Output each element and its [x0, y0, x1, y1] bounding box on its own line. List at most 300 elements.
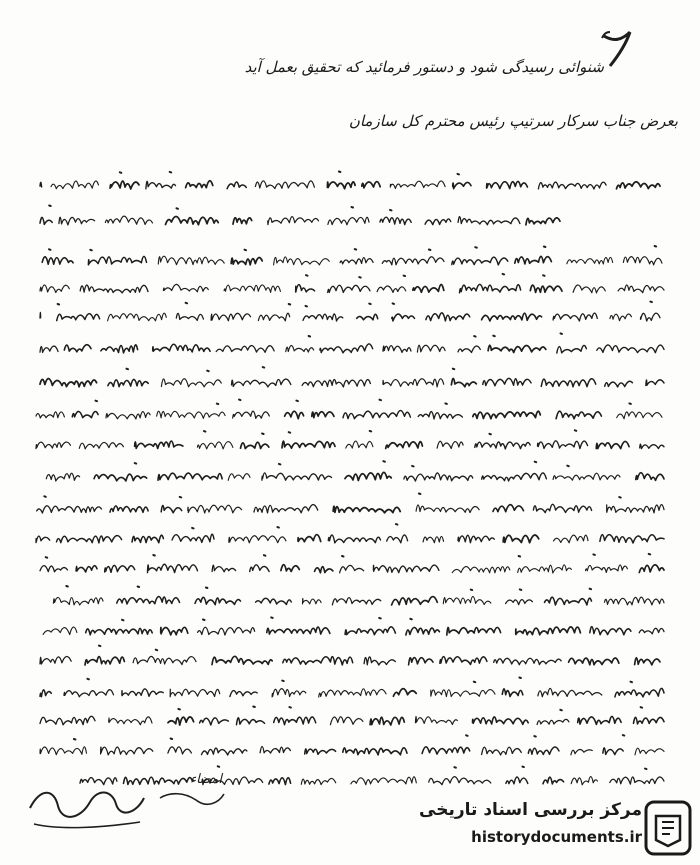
handwriting-stroke — [458, 217, 520, 225]
handwriting-stroke — [537, 719, 569, 724]
handwriting-stroke — [451, 378, 476, 386]
handwriting-dot — [58, 304, 60, 305]
handwriting-dot — [650, 302, 652, 303]
handwriting-stroke — [541, 379, 595, 387]
handwriting-dot — [380, 400, 382, 401]
handwriting-stroke — [80, 285, 148, 293]
handwriting-stroke — [64, 345, 91, 352]
handwriting-stroke — [569, 658, 619, 665]
handwriting-stroke — [176, 313, 203, 320]
handwriting-dot — [339, 172, 341, 173]
handwriting-stroke — [357, 314, 378, 320]
handwriting-dot — [289, 304, 291, 305]
handwriting-stroke — [161, 506, 182, 513]
handwriting-stroke — [440, 657, 487, 665]
handwriting-stroke — [393, 689, 416, 697]
handwriting-dot — [474, 336, 476, 337]
handwriting-dot — [289, 707, 291, 708]
handwriting-stroke — [557, 345, 587, 353]
handwriting-stroke — [303, 598, 322, 604]
handwriting-stroke — [406, 627, 440, 635]
handwriting-dot — [245, 250, 247, 251]
handwriting-stroke — [168, 717, 194, 725]
handwriting-stroke — [268, 217, 319, 225]
handwriting-stroke — [425, 219, 451, 225]
document-recipient: بعرض جناب سرکار سرتیپ رئیس محترم کل سازمان — [348, 112, 678, 130]
handwriting-dot — [203, 620, 205, 621]
handwriting-dot — [649, 554, 651, 555]
handwriting-stroke — [40, 716, 95, 725]
handwriting-stroke — [228, 474, 250, 481]
handwriting-stroke — [36, 442, 71, 449]
handwriting-stroke — [482, 473, 547, 481]
handwriting-stroke — [158, 256, 224, 264]
handwriting-stroke — [233, 411, 270, 418]
handwriting-dot — [180, 497, 182, 498]
handwriting-dot — [445, 403, 447, 404]
handwriting-dot — [264, 555, 266, 556]
handwriting-stroke — [200, 718, 229, 725]
handwriting-stroke — [610, 314, 632, 321]
document-heading: شنوائی رسیدگی شود و دستور فرمائید که تحقیق بعمل آید — [244, 58, 604, 76]
handwriting-stroke — [122, 689, 163, 696]
handwriting-dot — [306, 275, 308, 276]
handwriting-stroke — [603, 748, 623, 755]
handwriting-stroke — [212, 656, 272, 664]
watermark-org-name: مرکز بررسی اسناد تاریخی — [419, 800, 642, 820]
handwriting-stroke — [423, 536, 443, 542]
handwriting-stroke — [281, 565, 299, 572]
handwriting-stroke — [636, 473, 664, 481]
handwriting-dot — [522, 767, 524, 768]
handwriting-stroke — [332, 598, 380, 605]
handwriting-dot — [454, 767, 456, 768]
handwriting-stroke — [437, 441, 463, 448]
handwriting-stroke — [538, 688, 602, 696]
handwriting-stroke — [443, 596, 491, 604]
handwriting-stroke — [282, 441, 335, 448]
handwriting-stroke — [634, 717, 665, 724]
handwriting-stroke — [343, 748, 407, 755]
handwriting-dot — [561, 333, 563, 334]
handwriting-stroke — [135, 441, 183, 448]
handwriting-dot — [263, 367, 265, 368]
handwriting-stroke — [641, 313, 661, 321]
handwriting-stroke — [545, 597, 592, 605]
handwriting-stroke — [328, 285, 370, 292]
handwriting-stroke — [40, 747, 87, 755]
watermark-url: historydocuments.ir — [471, 828, 642, 846]
handwriting-stroke — [370, 717, 404, 725]
handwriting-stroke — [40, 312, 41, 318]
handwriting-stroke — [274, 257, 330, 265]
handwriting-stroke — [617, 412, 662, 419]
handwriting-stroke — [623, 257, 662, 265]
handwriting-dot — [535, 462, 537, 463]
handwriting-stroke — [494, 658, 561, 664]
handwriting-stroke — [533, 504, 591, 512]
handwriting-stroke — [516, 627, 581, 635]
handwriting-stroke — [610, 777, 664, 784]
handwriting-dot — [49, 206, 51, 207]
handwriting-dot — [471, 590, 473, 591]
handwriting-stroke — [345, 472, 391, 480]
handwriting-stroke — [285, 411, 304, 418]
handwriting-dot — [655, 246, 657, 247]
handwriting-stroke — [86, 628, 153, 634]
handwriting-dot — [458, 174, 460, 175]
handwriting-stroke — [109, 717, 152, 725]
handwriting-stroke — [429, 777, 491, 785]
handwriting-stroke — [105, 565, 135, 572]
handwriting-dot — [46, 557, 48, 558]
handwriting-stroke — [343, 410, 410, 418]
handwriting-stroke — [390, 181, 445, 188]
handwriting-dot — [619, 497, 621, 498]
handwriting-stroke — [42, 257, 73, 264]
handwriting-dot — [66, 586, 68, 587]
handwriting-dot — [306, 306, 308, 307]
handwriting-stroke — [556, 411, 601, 419]
handwriting-stroke — [40, 346, 58, 352]
handwriting-stroke — [340, 565, 364, 572]
handwriting-dot — [296, 401, 298, 402]
handwriting-dot — [171, 739, 173, 740]
handwriting-dot — [593, 554, 595, 555]
handwriting-dot — [206, 588, 208, 589]
handwriting-dot — [177, 208, 179, 209]
handwriting-dot — [475, 247, 477, 248]
handwriting-stroke — [302, 379, 370, 387]
handwriting-stroke — [298, 535, 321, 542]
handwriting-stroke — [528, 747, 559, 755]
handwriting-stroke — [590, 627, 631, 635]
handwriting-stroke — [188, 505, 242, 513]
handwriting-stroke — [415, 716, 457, 724]
handwriting-dot — [192, 528, 194, 529]
handwriting-dot — [279, 464, 281, 465]
handwriting-stroke — [417, 345, 445, 352]
handwriting-stroke — [195, 597, 241, 604]
handwriting-stroke — [431, 690, 495, 697]
handwriting-stroke — [493, 505, 524, 512]
handwriting-dot — [217, 404, 219, 405]
handwriting-stroke — [387, 535, 408, 543]
handwriting-stroke — [166, 216, 219, 224]
handwriting-stroke — [57, 314, 100, 321]
handwriting-stroke — [392, 597, 438, 605]
handwriting-dot — [207, 371, 209, 372]
handwriting-dot — [204, 431, 206, 432]
handwriting-stroke — [362, 182, 380, 188]
handwriting-stroke — [383, 379, 444, 387]
handwriting-stroke — [272, 689, 306, 697]
handwriting-dot — [629, 403, 631, 404]
handwriting-dot — [99, 646, 101, 647]
handwriting-stroke — [161, 379, 221, 387]
handwriting-stroke — [319, 689, 386, 697]
handwriting-stroke — [241, 442, 269, 448]
handwriting-stroke — [503, 535, 539, 543]
handwriting-stroke — [315, 567, 333, 573]
handwriting-stroke — [40, 690, 51, 697]
handwriting-dot — [90, 250, 92, 251]
handwriting-stroke — [157, 411, 226, 418]
handwriting-dot — [645, 769, 647, 770]
handwriting-stroke — [506, 777, 528, 784]
handwriting-dot — [74, 739, 76, 740]
handwriting-stroke — [269, 778, 291, 785]
handwriting-stroke — [101, 747, 153, 755]
handwriting-stroke — [132, 535, 163, 542]
handwriting-stroke — [158, 473, 222, 480]
handwriting-stroke — [447, 627, 501, 635]
handwriting-dot — [429, 250, 431, 251]
handwriting-dot — [390, 210, 392, 211]
signature-text: امضاء — [190, 772, 222, 787]
handwriting-stroke — [40, 566, 67, 572]
handwriting-stroke — [382, 257, 444, 265]
handwriting-stroke — [635, 748, 664, 755]
handwriting-stroke — [600, 535, 664, 543]
handwriting-dot — [178, 709, 180, 710]
handwriting-dot — [122, 620, 124, 621]
handwriting-stroke — [108, 379, 148, 386]
handwriting-stroke — [53, 597, 103, 605]
handwriting-stroke — [101, 345, 138, 353]
handwriting-dot — [239, 400, 241, 401]
handwriting-stroke — [351, 777, 416, 785]
handwriting-stroke — [146, 181, 176, 188]
handwriting-stroke — [458, 346, 480, 352]
handwriting-stroke — [515, 256, 552, 264]
handwriting-dot — [253, 707, 255, 708]
handwriting-stroke — [76, 566, 97, 572]
handwriting-dot — [466, 735, 468, 736]
handwriting-stroke — [186, 181, 213, 188]
handwriting-dot — [404, 276, 406, 277]
handwriting-dot — [87, 679, 89, 680]
handwriting-dot — [379, 618, 381, 619]
handwriting-stroke — [267, 627, 330, 634]
handwriting-stroke — [340, 258, 373, 264]
handwriting-dot — [352, 207, 354, 208]
handwriting-dot — [342, 556, 344, 557]
handwriting-dot — [544, 247, 546, 248]
handwriting-stroke — [553, 473, 620, 480]
handwriting-stroke — [312, 412, 334, 418]
handwriting-stroke — [383, 346, 411, 353]
handwriting-dot — [135, 463, 137, 464]
handwriting-dot — [49, 249, 51, 250]
handwriting-stroke — [567, 257, 613, 264]
handwriting-dot — [218, 766, 220, 767]
handwriting-stroke — [163, 284, 208, 291]
handwriting-stroke — [88, 256, 146, 264]
handwriting-stroke — [409, 658, 433, 665]
handwriting-stroke — [578, 716, 621, 724]
handwriting-dot — [262, 434, 264, 435]
handwriting-stroke — [305, 749, 336, 755]
handwriting-stroke — [377, 286, 406, 292]
handwriting-stroke — [79, 442, 123, 448]
handwriting-dot — [359, 277, 361, 278]
handwriting-stroke — [229, 536, 286, 543]
handwriting-stroke — [262, 473, 332, 480]
handwriting-stroke — [110, 181, 139, 189]
handwriting-stroke — [110, 506, 148, 512]
handwriting-dot — [120, 172, 122, 173]
handwriting-dot — [534, 736, 536, 737]
handwriting-stroke — [538, 441, 588, 449]
handwriting-stroke — [482, 747, 522, 755]
handwriting-stroke — [211, 313, 250, 320]
handwriting-dot — [277, 527, 279, 528]
handwriting-stroke — [40, 656, 71, 664]
handwriting-dot — [575, 430, 577, 431]
handwriting-stroke — [256, 598, 292, 604]
handwriting-stroke — [233, 218, 252, 224]
handwriting-stroke — [40, 217, 52, 224]
handwriting-stroke — [639, 565, 664, 573]
handwriting-dot — [419, 494, 421, 495]
handwriting-stroke — [46, 473, 79, 481]
handwriting-dot — [520, 589, 522, 590]
handwriting-stroke — [172, 534, 214, 542]
handwriting-stroke — [538, 182, 606, 189]
handwriting-dot — [355, 249, 357, 250]
handwriting-stroke — [487, 181, 528, 188]
handwriting-stroke — [452, 567, 510, 573]
handwriting-stroke — [232, 379, 291, 387]
handwriting-stroke — [646, 380, 664, 386]
handwriting-stroke — [413, 284, 444, 292]
handwriting-dot — [489, 434, 491, 435]
handwriting-dot — [370, 431, 372, 432]
handwriting-stroke — [148, 564, 198, 572]
handwriting-stroke — [422, 747, 470, 754]
handwriting-stroke — [333, 506, 400, 513]
handwriting-stroke — [231, 258, 262, 265]
handwriting-stroke — [296, 285, 315, 292]
handwriting-stroke — [426, 313, 470, 321]
handwriting-stroke — [475, 442, 530, 449]
handwriting-stroke — [506, 600, 533, 605]
handwriting-stroke — [615, 688, 664, 697]
handwriting-stroke — [320, 344, 373, 353]
handwriting-stroke — [345, 627, 395, 635]
handwriting-stroke — [57, 536, 122, 543]
handwriting-dot — [412, 466, 414, 467]
handwriting-stroke — [255, 181, 314, 189]
handwriting-stroke — [597, 345, 664, 353]
handwriting-dot — [309, 336, 311, 337]
handwriting-stroke — [64, 690, 114, 697]
handwriting-dot — [493, 336, 495, 337]
handwriting-stroke — [635, 658, 660, 665]
handwriting-dot — [153, 555, 155, 556]
handwriting-dot — [156, 650, 158, 651]
handwriting-stroke — [452, 257, 508, 265]
handwriting-stroke — [605, 381, 633, 387]
handwriting-stroke — [618, 285, 664, 293]
handwriting-dot — [289, 432, 291, 433]
handwriting-stroke — [40, 285, 69, 293]
handwriting-stroke — [328, 217, 369, 225]
handwriting-stroke — [364, 657, 395, 665]
handwriting-dot — [519, 678, 521, 679]
handwriting-stroke — [482, 313, 542, 321]
handwriting-dot — [96, 401, 98, 402]
handwriting-stroke — [617, 182, 661, 189]
handwriting-stroke — [283, 657, 353, 665]
handwriting-stroke — [330, 717, 363, 725]
handwriting-stroke — [460, 284, 521, 292]
handwriting-stroke — [530, 285, 562, 292]
handwriting-dot — [383, 461, 385, 462]
handwriting-stroke — [473, 717, 529, 725]
handwriting-stroke — [571, 750, 592, 755]
handwriting-stroke — [250, 565, 269, 572]
handwriting-stroke — [94, 474, 147, 481]
handwriting-stroke — [328, 535, 380, 543]
handwriting-dot — [631, 682, 633, 683]
handwriting-stroke — [488, 345, 546, 352]
handwriting-stroke — [607, 505, 664, 513]
handwriting-stroke — [639, 628, 664, 634]
handwriting-stroke — [106, 412, 150, 419]
handwriting-stroke — [108, 313, 167, 321]
handwriting-stroke — [543, 777, 564, 784]
handwriting-stroke — [227, 182, 246, 189]
handwriting-stroke — [197, 442, 233, 449]
handwriting-stroke — [51, 181, 99, 189]
handwriting-stroke — [418, 412, 462, 419]
handwriting-stroke — [170, 689, 220, 697]
handwriting-stroke — [237, 718, 265, 725]
handwriting-stroke — [254, 505, 318, 513]
handwriting-stroke — [168, 747, 192, 754]
handwriting-stroke — [258, 313, 289, 321]
handwriting-stroke — [286, 345, 314, 352]
handwriting-stroke — [458, 535, 494, 542]
handwriting-stroke — [274, 717, 316, 725]
handwriting-dot — [623, 735, 625, 736]
handwriting-stroke — [386, 442, 423, 449]
handwriting-stroke — [473, 411, 541, 418]
handwriting-stroke — [483, 378, 531, 385]
handwriting-stroke — [40, 379, 97, 387]
handwriting-stroke — [571, 777, 597, 785]
handwriting-stroke — [43, 627, 77, 635]
handwriting-stroke — [212, 565, 236, 572]
handwriting-stroke — [202, 748, 247, 755]
handwriting-stroke — [85, 657, 124, 665]
handwriting-stroke — [553, 313, 597, 321]
handwriting-dot — [44, 496, 46, 497]
handwriting-stroke — [133, 656, 196, 664]
handwriting-dot — [519, 556, 521, 557]
handwriting-stroke — [518, 565, 572, 573]
handwriting-stroke — [224, 285, 280, 292]
handwriting-stroke — [36, 412, 64, 418]
handwriting-dot — [543, 275, 545, 276]
handwriting-dot — [396, 524, 398, 525]
handwriting-dot — [474, 682, 476, 683]
handwriting-stroke — [392, 314, 415, 321]
handwriting-dot — [271, 617, 273, 618]
handwriting-stroke — [453, 182, 471, 188]
